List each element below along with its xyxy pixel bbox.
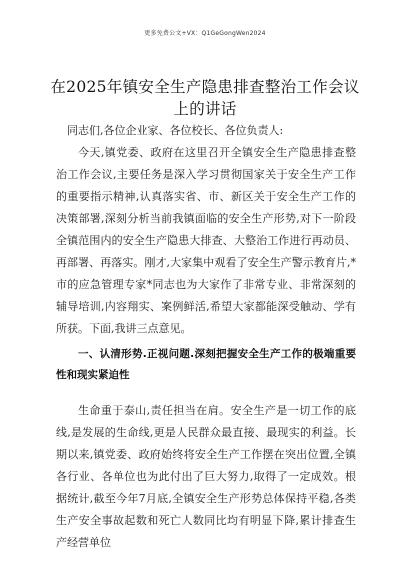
paragraph-opening: 今天,镇党委、政府在这里召开全镇安全生产隐患排查整治工作会议,主要任务是深入学习贯彻国家关于安全生产工作的重要指示精神,认真落实省、市、新区关于安全生产工作的决策部署,深刻分析当前我镇面临的安全生产形势,对下一阶段全镇范围内的安全生产隐患大排查、大整治工作进行再动员、再部署、再落实。刚才,大家集中观看了安全生产警示教育片,*市的应急管理专家*同志也为大家作了非常专业、非常深刻的辅导培训,内容翔实、案例鲜活,希望大家都能深受触动、学有所获。下面,我讲三点意见。 [56,146,356,335]
document-title: 在2025年镇安全生产隐患排查整治工作会议上的讲话 [50,78,360,118]
section-heading-1: 一、认清形势.正视问题.深刻把握安全生产工作的极端重要性和现实紧迫性 [56,348,356,381]
paragraph-section-1: 生命重于泰山,责任担当在肩。安全生产是一切工作的底线,是发展的生命线,更是人民群众最直接、最现实的利益。长期以来,镇党委、政府始终将安全生产工作摆在突出位置,全镇各行业、各单位也为此付出了巨大努力,取得了一定成效。根据统计,截至今年7月底,全镇安全生产形势总体保持平稳,各类生产安全事故起数和死亡人数同比均有明显下降,累计排查生产经营单位 [56,404,356,549]
greeting: 同志们,各位企业家、各位校长、各位负责人: [67,124,284,137]
header-note: 更多免费公文+VX：Q1GeGongWen2024 [144,30,266,37]
